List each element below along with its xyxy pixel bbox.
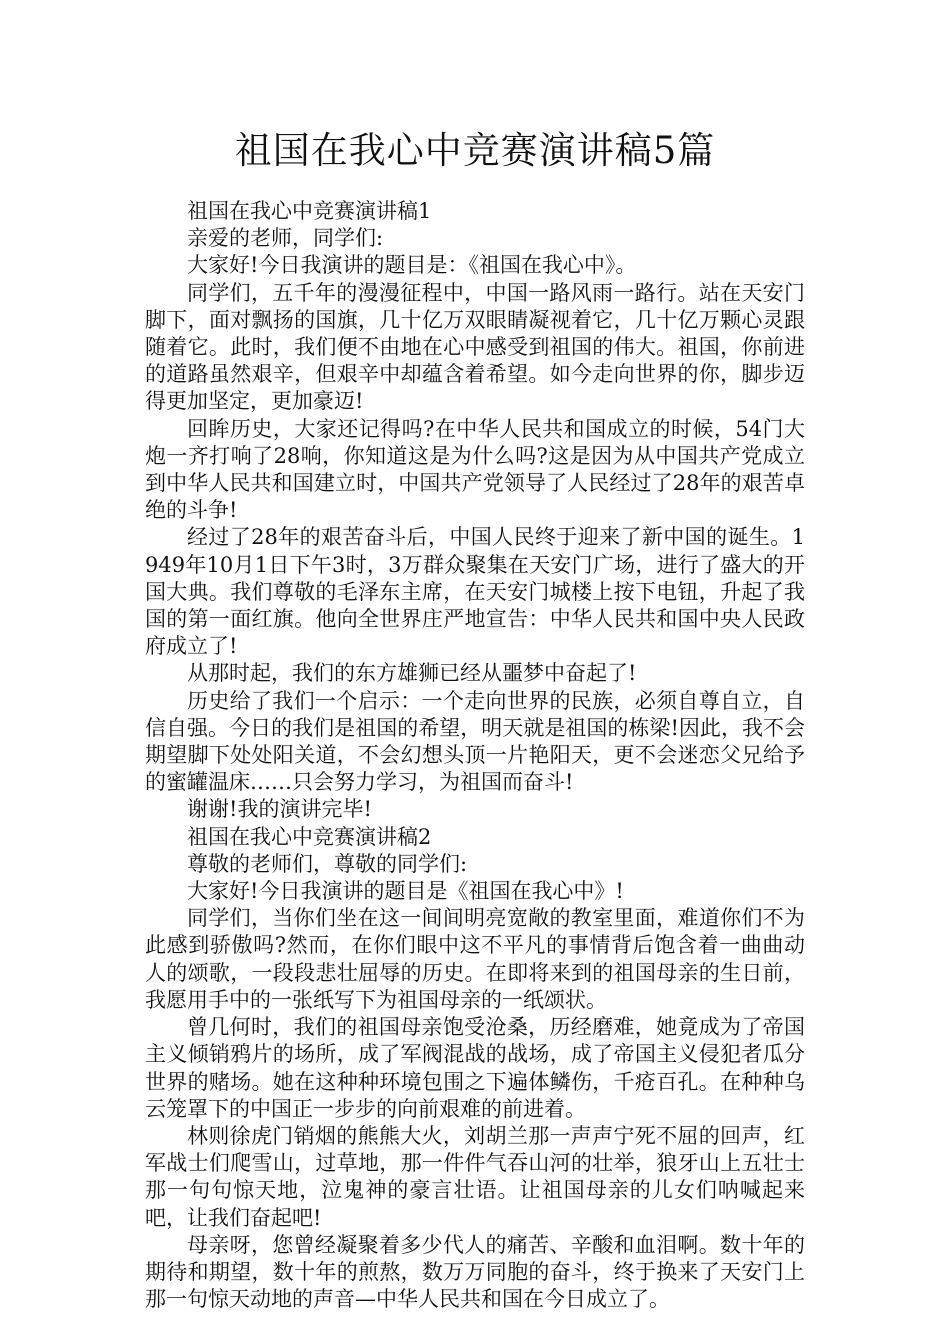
paragraph: 谢谢!我的演讲完毕!: [187, 797, 372, 822]
paragraph: 同学们，五千年的漫漫征程中，中国一路风雨一路行。站在天安门脚下，面对飘扬的国旗，几十亿万双眼睛凝视着它，几十亿万颗心灵跟随着它。此时，我们便不由地在心中感受到祖国的伟大。祖国，你前进的道路虽然艰辛，但艰辛中却蕴含着希望。如今走向世界的你，脚步迈得更加坚定，更加豪迈!: [145, 280, 805, 414]
paragraph: 曾几何时，我们的祖国母亲饱受沧桑，历经磨难，她竟成为了帝国主义倾销鸦片的场所，成了军阀混战的战场，成了帝国主义侵犯者瓜分世界的赌场。她在这种种环境包围之下遍体鳞伤，千疮百孔。在种种乌云笼罩下的中国正一步步的向前艰难的前进着。: [145, 1015, 805, 1121]
paragraph: 林则徐虎门销烟的熊熊大火，刘胡兰那一声声宁死不屈的回声，红军战士们爬雪山，过草地，那一件件气吞山河的壮举，狼牙山上五壮士那一句句惊天地，泣鬼神的豪言壮语。让祖国母亲的儿女们呐喊起来吧，让我们奋起吧!: [145, 1123, 805, 1230]
document-title: 祖国在我心中竞赛演讲稿5篇: [234, 129, 716, 172]
paragraph: 母亲呀，您曾经凝聚着多少代人的痛苦、辛酸和血泪啊。数十年的期待和期望，数十年的煎熬，数万万同胞的奋斗，终于换来了天安门上那一句惊天动地的声音—中华人民共和国在今日成立了。: [145, 1232, 805, 1312]
paragraph: 经过了28年的艰苦奋斗后，中国人民终于迎来了新中国的诞生。1949年10月1日下午3时，3万群众聚集在天安门广场，进行了盛大的开国大典。我们尊敬的毛泽东主席，在天安门城楼上按下电钮，升起了我国的第一面红旗。他向全世界庄严地宣告：中华人民共和国中央人民政府成立了!: [145, 525, 805, 659]
salutation: 尊敬的老师们，尊敬的同学们:: [187, 851, 468, 876]
paragraph: 回眸历史，大家还记得吗?在中华人民共和国成立的时候，54门大炮一齐打响了28响，你知道这是为什么吗?这是因为从中国共产党成立到中华人民共和国建立时，中国共产党领导了人民经过了28年的艰苦卓绝的斗争!: [145, 416, 805, 523]
salutation: 亲爱的老师，同学们:: [187, 226, 384, 251]
paragraph: 历史给了我们一个启示：一个走向世界的民族，必须自尊自立，自信自强。今日的我们是祖国的希望，明天就是祖国的栋梁!因此，我不会期望脚下处处阳关道，不会幻想头顶一片艳阳天，更不会迷恋父兄给予的蜜罐温床……只会努力学习，为祖国而奋斗!: [145, 688, 805, 795]
paragraph: 同学们，当你们坐在这一间间明亮宽敞的教室里面，难道你们不为此感到骄傲吗?然而，在你们眼中这不平凡的事情背后饱含着一曲曲动人的颂歌，一段段悲壮屈辱的历史。在即将来到的祖国母亲的生日前，我愿用手中的一张纸写下为祖国母亲的一纸颂状。: [145, 906, 805, 1012]
document-body: [145, 198, 805, 1313]
section-heading: 祖国在我心中竞赛演讲稿2: [187, 824, 432, 849]
paragraph: 大家好!今日我演讲的题目是《祖国在我心中》!: [187, 879, 624, 904]
paragraph: 大家好!今日我演讲的题目是：《祖国在我心中》。: [187, 253, 637, 278]
paragraph: 从那时起，我们的东方雄狮已经从噩梦中奋起了!: [187, 661, 637, 686]
section-heading: 祖国在我心中竞赛演讲稿1: [187, 199, 432, 223]
